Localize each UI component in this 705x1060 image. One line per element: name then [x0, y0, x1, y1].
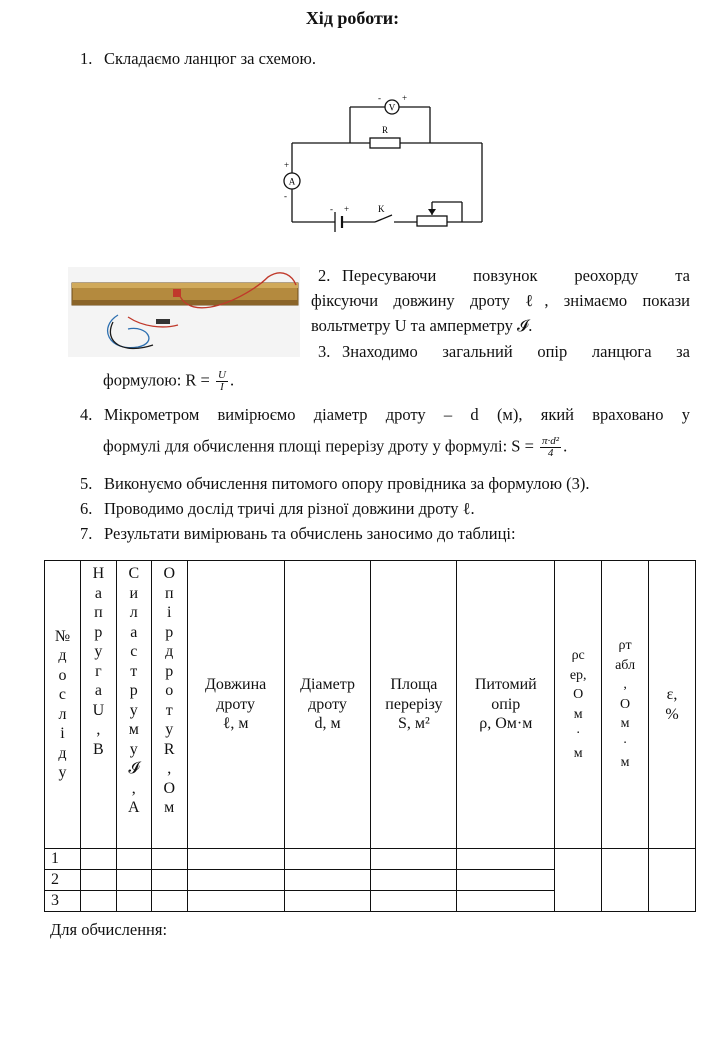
cell-empty[interactable] [151, 891, 187, 912]
cell-empty[interactable] [649, 849, 696, 912]
step-5 [80, 474, 590, 494]
header-text-fragment: ρ, Ом·м [479, 715, 533, 733]
col-header-resistivity-avg [555, 561, 602, 849]
battery-minus: - [330, 204, 333, 214]
header-text-fragment: R [163, 740, 175, 758]
col-header-diameter [284, 561, 371, 849]
cell-empty[interactable] [284, 849, 371, 870]
header-text-fragment: д [58, 647, 67, 664]
step-2-line-2: фіксуючи довжину дроту ℓ, знімаємо покази [311, 291, 690, 310]
header-text-fragment: у [165, 721, 174, 738]
header-text-fragment: т [165, 701, 173, 719]
header-text-fragment: о [58, 666, 67, 684]
step-1 [80, 49, 316, 69]
results-table [44, 560, 696, 912]
header-text-fragment: м [573, 745, 583, 761]
cell-empty[interactable] [80, 849, 116, 870]
col-header-resistance [151, 561, 187, 849]
step-5-number: 5. [80, 474, 93, 493]
step-3-number: 3. [318, 342, 331, 361]
header-text-fragment: опір [491, 695, 521, 713]
step-1-text: Складаємо ланцюг за схемою. [104, 49, 317, 68]
step-3-line-1 [318, 342, 690, 362]
cell-empty[interactable] [116, 870, 151, 891]
header-text-fragment: р [165, 623, 174, 641]
header-text-fragment: р [165, 662, 174, 680]
cell-empty[interactable] [116, 891, 151, 912]
col-header-voltage [80, 561, 116, 849]
key-label: K [378, 204, 385, 214]
step-2-line-3: вольтметру U та амперметру 𝓘. [311, 316, 533, 335]
cell-empty[interactable] [187, 891, 284, 912]
header-text-fragment: Довжина [204, 676, 267, 694]
header-text-fragment: 𝓘 [128, 760, 140, 777]
table-header-row [45, 561, 696, 849]
header-text-fragment: , [167, 760, 172, 777]
page-title: Хід роботи: [305, 8, 400, 28]
header-text-fragment: і [60, 725, 65, 742]
header-text-fragment: л [129, 604, 138, 621]
header-text-fragment: S, м² [397, 715, 430, 733]
voltmeter-label: V [388, 102, 396, 113]
step-6-number: 6. [80, 499, 93, 518]
header-text-fragment: м [620, 755, 630, 771]
step-4-number: 4. [80, 405, 93, 424]
ammeter-minus: - [284, 191, 287, 201]
header-text-fragment: а [130, 623, 138, 641]
resistance-fraction: $\frac{U}{I}$ [218, 369, 226, 393]
header-text-fragment: м [164, 799, 175, 816]
header-text-fragment: м [620, 716, 630, 732]
header-text-fragment: С [128, 565, 140, 582]
header-text-fragment: дроту [308, 695, 347, 713]
step-6 [80, 499, 475, 519]
col-header-area [371, 561, 457, 849]
resistor-symbol [370, 138, 400, 148]
cell-empty[interactable] [371, 849, 457, 870]
voltmeter-plus: + [402, 93, 408, 103]
header-text-fragment: U [92, 701, 105, 719]
row-number: 3 [45, 891, 81, 912]
cell-empty[interactable] [116, 849, 151, 870]
cell-empty[interactable] [187, 849, 284, 870]
header-text-fragment: А [128, 799, 140, 816]
header-text-fragment: № [54, 627, 71, 645]
step-3-line-2: формулою: R = $\frac{U}{I}$ . [103, 369, 235, 393]
header-text-fragment: а [94, 584, 102, 602]
cell-empty[interactable] [602, 849, 649, 912]
header-text-fragment: ер, [569, 667, 587, 683]
table-row [45, 849, 696, 870]
step-4 [80, 405, 690, 425]
header-text-fragment: В [93, 740, 104, 758]
header-text-fragment: Площа [390, 676, 438, 694]
cell-empty[interactable] [284, 891, 371, 912]
header-text-fragment: О [163, 779, 175, 797]
step-1-number: 1. [80, 49, 93, 68]
header-text-fragment: d, м [314, 715, 341, 733]
header-text-fragment: Діаметр [300, 676, 355, 694]
step-2-line-1 [318, 266, 690, 286]
step-2-text-1: Пересуваючи повзунок реохорду та [342, 266, 690, 285]
header-text-fragment: і [166, 604, 172, 621]
header-text-fragment: Питомий [474, 676, 537, 694]
header-text-fragment: перерізу [385, 695, 443, 713]
header-text-fragment: п [94, 604, 103, 621]
header-text-fragment: р [129, 682, 138, 699]
cell-empty[interactable] [457, 891, 555, 912]
cell-empty[interactable] [457, 870, 555, 891]
header-text-fragment: · [622, 735, 628, 751]
header-text-fragment: с [58, 686, 67, 703]
col-header-resistivity-table [602, 561, 649, 849]
header-text-fragment: п [164, 584, 174, 602]
step-7 [80, 524, 516, 544]
cell-empty[interactable] [457, 849, 555, 870]
step-6-text: Проводимо дослід тричі для різної довжини дроту ℓ. [104, 499, 475, 518]
header-text-fragment: м [573, 706, 583, 722]
header-text-fragment: у [129, 740, 138, 758]
step-4-line-2: формулі для обчислення площі перерізу дроту у формулі: S = $\frac{\text{π·d²}}{4}$ . [103, 435, 568, 459]
step-3-formula-text: формулою: R = [103, 370, 210, 390]
row-number: 2 [45, 870, 81, 891]
rheostat-symbol [417, 216, 447, 226]
header-text-fragment: О [620, 696, 631, 712]
step-4-line-1 [80, 405, 690, 425]
step-3-text-1: Знаходимо загальний опір ланцюга за [342, 342, 690, 361]
resistor-label: R [381, 125, 389, 135]
header-text-fragment: с [130, 643, 138, 660]
header-text-fragment: дроту [216, 695, 255, 713]
rheochord-image [68, 267, 300, 357]
area-fraction: $\frac{\text{π·d²}}{4}$ [542, 435, 560, 459]
rheochord-photo [68, 267, 300, 357]
header-text-fragment: у [58, 764, 67, 781]
col-header-resistivity [457, 561, 555, 849]
header-text-fragment: д [165, 643, 174, 660]
header-text-fragment: % [665, 705, 679, 723]
header-text-fragment: о [165, 682, 174, 699]
header-text-fragment: абл [615, 657, 636, 673]
header-text-fragment: г [95, 662, 102, 680]
header-text-fragment: у [94, 643, 103, 660]
circuit-diagram [280, 88, 490, 233]
step-7-number: 7. [80, 524, 93, 543]
step-4-text-1: Мікрометром вимірюємо діаметр дроту – d (м), який враховано у [104, 405, 690, 424]
cell-empty[interactable] [80, 891, 116, 912]
col-header-experiment-no [45, 561, 81, 849]
cell-empty[interactable] [151, 849, 187, 870]
header-text-fragment: и [129, 584, 139, 602]
cell-empty[interactable] [555, 849, 602, 912]
header-text-fragment: д [58, 744, 67, 762]
col-header-length [187, 561, 284, 849]
header-text-fragment: ρс [571, 648, 585, 663]
header-text-fragment: р [94, 623, 103, 641]
col-header-error [649, 561, 696, 849]
header-text-fragment: Н [92, 565, 105, 582]
header-text-fragment: ℓ, м [222, 715, 249, 733]
ammeter-label: A [288, 176, 296, 187]
ammeter-plus: + [284, 160, 290, 170]
header-text-fragment: ρт [618, 638, 632, 654]
header-text-fragment: , [96, 721, 101, 738]
header-text-fragment: · [575, 726, 581, 741]
voltmeter-minus: - [378, 93, 381, 103]
header-text-fragment: О [573, 687, 584, 702]
cell-empty[interactable] [371, 870, 457, 891]
cell-empty[interactable] [371, 891, 457, 912]
cell-empty[interactable] [284, 870, 371, 891]
cell-empty[interactable] [80, 870, 116, 891]
step-2-number: 2. [318, 266, 331, 285]
header-text-fragment: , [623, 677, 627, 693]
header-text-fragment: О [163, 565, 175, 582]
header-text-fragment: у [129, 701, 138, 719]
step-4-text-2: формулі для обчислення площі перерізу дроту у формулі: S = [103, 436, 534, 456]
step-5-text: Виконуємо обчислення питомого опору провідника за формулою (3). [104, 474, 590, 493]
step-7-text: Результати вимірювань та обчислень заносимо до таблиці: [104, 524, 516, 543]
footer-note: Для обчислення: [50, 920, 168, 939]
header-text-fragment: а [94, 682, 102, 699]
header-text-fragment: м [128, 721, 139, 738]
cell-empty[interactable] [187, 870, 284, 891]
row-number: 1 [45, 849, 81, 870]
header-text-fragment: , [131, 779, 136, 797]
header-text-fragment: л [58, 705, 67, 723]
battery-plus: + [344, 204, 350, 214]
col-header-current [116, 561, 151, 849]
header-text-fragment: т [130, 662, 138, 680]
cell-empty[interactable] [151, 870, 187, 891]
header-text-fragment: ε, [666, 686, 678, 703]
